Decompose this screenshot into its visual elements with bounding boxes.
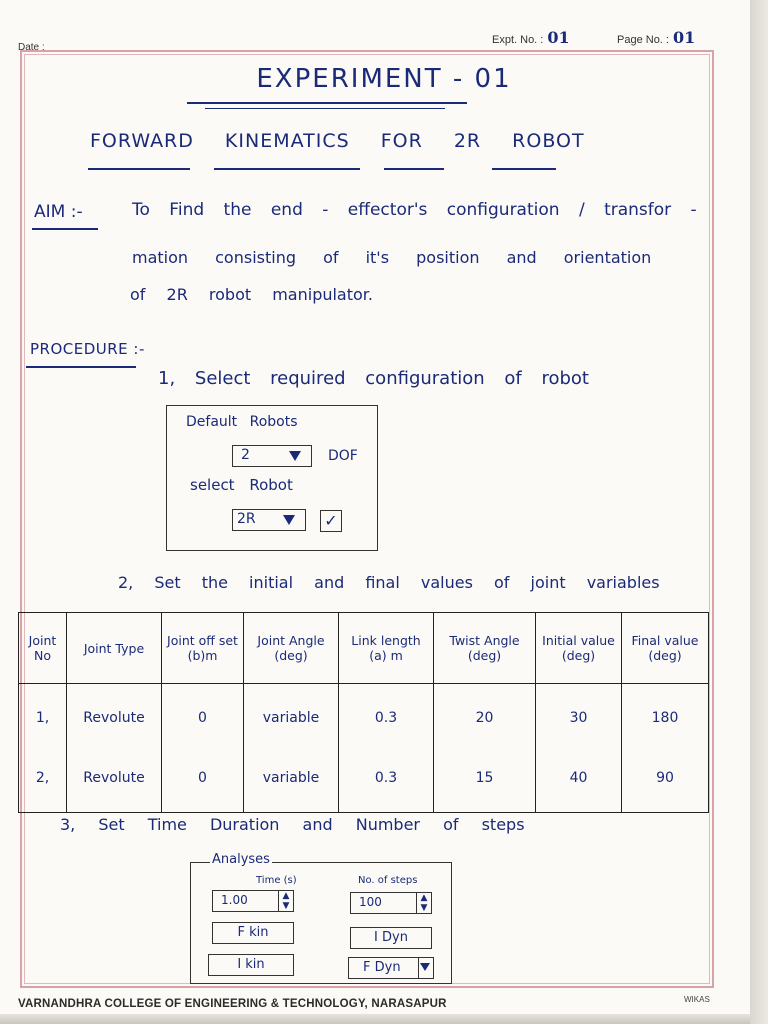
expt-value: 01 (547, 28, 570, 47)
table-row (19, 744, 709, 813)
brand-mark: WIKAS (684, 995, 710, 1004)
fdyn-dropdown[interactable] (348, 957, 434, 979)
expt-no (492, 28, 570, 47)
chevron-down-icon (420, 963, 430, 971)
table-cell: 30 (536, 684, 622, 745)
experiment-subtitle: FORWARD KINEMATICS FOR 2R ROBOT (90, 130, 585, 152)
column-header: Final value (deg) (622, 613, 709, 684)
page-no (617, 28, 695, 47)
page-label: Page No. : (617, 34, 669, 46)
table-cell: 0 (162, 744, 244, 813)
page-value: 01 (672, 28, 696, 47)
fdyn-label: F Dyn (363, 960, 401, 975)
time-spinner[interactable] (212, 890, 294, 912)
table-cell: 1, (19, 684, 67, 745)
chevron-down-icon (289, 451, 301, 461)
robot-checkbox[interactable]: ✓ (320, 510, 342, 532)
spinner-arrows-icon[interactable]: ▲ ▼ (416, 893, 431, 913)
joint-variables-table (18, 612, 709, 813)
table-cell: 90 (622, 744, 709, 813)
spinner-arrows-icon[interactable]: ▲ ▼ (278, 891, 293, 911)
dropdown-arrow (418, 958, 433, 978)
table-row (19, 684, 709, 745)
fkin-button[interactable]: F kin (212, 922, 294, 944)
experiment-title: EXPERIMENT - 01 (256, 64, 512, 94)
chevron-down-icon (283, 515, 295, 525)
steps-spinner[interactable] (350, 892, 432, 914)
step-1: 1, Select required configuration of robot (158, 368, 589, 389)
subtitle-underline (214, 168, 360, 170)
aim-line-2: mation consisting of it's position and orientation (132, 248, 652, 267)
dof-value: 2 (241, 447, 250, 463)
steps-value: 100 (359, 895, 382, 909)
page-header (0, 28, 750, 52)
column-header: Joint off set (b)m (162, 613, 244, 684)
date-label: Date : (18, 42, 45, 53)
column-header: Joint No (19, 613, 67, 684)
aim-line-3: of 2R robot manipulator. (130, 285, 373, 304)
column-header: Link length (a) m (339, 613, 434, 684)
dof-dropdown[interactable] (232, 445, 312, 467)
table-cell: 15 (434, 744, 536, 813)
column-header: Joint Type (67, 613, 162, 684)
procedure-underline (26, 366, 136, 368)
steps-label: No. of steps (358, 875, 418, 886)
column-header: Twist Angle (deg) (434, 613, 536, 684)
table-cell: 0.3 (339, 744, 434, 813)
aim-heading: AIM :- (34, 202, 83, 222)
table-cell: 0.3 (339, 684, 434, 745)
column-header: Initial value (deg) (536, 613, 622, 684)
table-cell: 0 (162, 684, 244, 745)
subtitle-underline (88, 168, 190, 170)
ikin-button[interactable]: I kin (208, 954, 294, 976)
aim-line-1: To Find the end - effector's configuration / transfor - (132, 200, 697, 220)
aim-underline (32, 228, 98, 230)
table-cell: Revolute (67, 684, 162, 745)
time-value: 1.00 (221, 893, 248, 907)
table-cell: 2, (19, 744, 67, 813)
robot-value: 2R (237, 511, 256, 527)
table-cell: Revolute (67, 744, 162, 813)
step-2: 2, Set the initial and final values of joint variables (118, 573, 660, 592)
dof-label: DOF (328, 448, 358, 464)
title-underline-2 (205, 108, 445, 109)
expt-label: Expt. No. : (492, 34, 544, 46)
table-header-row (19, 613, 709, 684)
robot-dropdown[interactable] (232, 509, 306, 531)
column-header: Joint Angle (deg) (244, 613, 339, 684)
table-cell: variable (244, 684, 339, 745)
analyses-legend: Analyses (212, 852, 270, 867)
subtitle-underline (492, 168, 556, 170)
college-footer: VARNANDHRA COLLEGE OF ENGINEERING & TECHNOLOGY, NARASAPUR (18, 998, 447, 1010)
step-3: 3, Set Time Duration and Number of steps (60, 815, 525, 834)
title-underline (187, 102, 467, 104)
default-robots-label: Default Robots (186, 414, 298, 430)
select-robot-label: select Robot (190, 476, 293, 494)
table-cell: 180 (622, 684, 709, 745)
table-cell: 20 (434, 684, 536, 745)
page-edge (750, 0, 768, 1024)
subtitle-underline (384, 168, 444, 170)
time-label: Time (s) (256, 875, 297, 886)
table-cell: variable (244, 744, 339, 813)
procedure-heading: PROCEDURE :- (30, 340, 145, 358)
bottom-edge (0, 1014, 750, 1024)
table-cell: 40 (536, 744, 622, 813)
idyn-button[interactable]: I Dyn (350, 927, 432, 949)
